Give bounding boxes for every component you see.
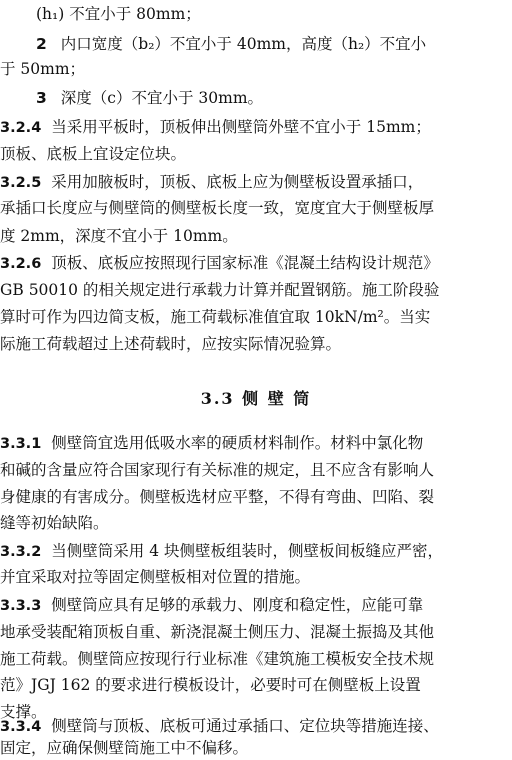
text-line	[0, 59, 85, 79]
clause-number: 3.2.4	[0, 120, 42, 136]
clause-3-2-6	[0, 253, 439, 273]
line-text: 侧壁筒宜选用低吸水率的硬质材料制作。材料中氯化物	[51, 434, 424, 452]
text-line	[0, 513, 109, 533]
clause-number: 3.3.3	[0, 598, 42, 614]
clause-number: 3.2.6	[0, 256, 42, 272]
list-item-3	[36, 88, 263, 108]
text-line	[0, 144, 186, 164]
text-line	[0, 198, 434, 218]
clause-3-2-5	[0, 172, 423, 192]
clause-number: 3.3.1	[0, 436, 42, 452]
line-text: 固定，应确保侧壁筒施工中不偏移。	[0, 739, 249, 757]
clause-3-2-4	[0, 117, 431, 137]
line-text: 范》JGJ 162 的要求进行模板设计，必要时可在侧壁板上设置	[0, 676, 421, 694]
line-text: 顶板、底板应按照现行国家标准《混凝土结构设计规范》	[51, 254, 439, 272]
text-line	[0, 280, 439, 300]
text-line	[36, 4, 201, 24]
text-line	[0, 460, 434, 480]
clause-3-3-1	[0, 433, 423, 453]
text-line	[0, 649, 434, 669]
text-line	[0, 307, 430, 327]
line-text: 算时可作为四边简支板，施工荷载标准值宜取 10kN/m²。当实	[0, 308, 431, 326]
line-text: (h₁) 不宜小于 80mm；	[36, 5, 201, 23]
line-text: 和碱的含量应符合国家现行有关标准的规定，且不应含有影响人	[0, 461, 435, 479]
line-text: 身健康的有害成分。侧壁板选材应平整，不得有弯曲、凹陷、裂	[0, 488, 435, 506]
clause-3-3-3	[0, 595, 423, 615]
line-text: 侧壁筒应具有足够的承载力、刚度和稳定性，应能可靠	[51, 596, 424, 614]
line-text: GB 50010 的相关规定进行承载力计算并配置钢筋。施工阶段验	[0, 281, 440, 299]
clause-number: 3.2.5	[0, 175, 42, 191]
line-text: 当采用平板时，顶板伸出侧壁筒外壁不宜小于 15mm；	[51, 118, 431, 136]
text-line	[0, 334, 341, 354]
line-text: 顶板、底板上宜设定位块。	[0, 145, 187, 163]
line-text: 深度（c）不宜小于 30mm。	[60, 89, 264, 107]
line-text: 缝等初始缺陷。	[0, 514, 109, 532]
line-text: 地承受装配箱顶板自重、新浇混凝土侧压力、混凝土振捣及其他	[0, 623, 435, 641]
line-text: 侧壁筒与顶板、底板可通过承插口、定位块等措施连接、	[51, 717, 439, 735]
clause-number: 3.3.2	[0, 544, 42, 560]
line-text: 度 2mm，深度不宜小于 10mm。	[0, 227, 238, 245]
text-line	[0, 567, 310, 587]
line-text: 并宜采取对拉等固定侧壁板相对位置的措施。	[0, 568, 311, 586]
section-title: 3.3 侧 壁 筒	[200, 389, 312, 408]
line-text: 际施工荷载超过上述荷载时，应按实际情况验算。	[0, 335, 342, 353]
text-line	[0, 738, 248, 758]
line-text: 内口宽度（b₂）不宜小于 40mm，高度（h₂）不宜小	[60, 35, 427, 53]
list-number: 3	[36, 89, 47, 107]
line-text: 于 50mm；	[0, 60, 86, 78]
text-line	[0, 487, 434, 507]
line-text: 支撑。	[0, 703, 47, 721]
list-item-2	[36, 34, 426, 54]
text-line	[0, 675, 421, 695]
clause-3-3-4	[0, 716, 439, 736]
clause-3-3-2	[0, 541, 443, 561]
line-text: 采用加腋板时，顶板、底板上应为侧壁板设置承插口，	[51, 173, 424, 191]
line-text: 施工荷载。侧壁筒应按现行行业标准《建筑施工模板安全技术规	[0, 650, 435, 668]
text-line	[0, 226, 238, 246]
line-text: 当侧壁筒采用 4 块侧壁板组装时，侧壁板间板缝应严密，	[51, 542, 444, 560]
line-text: 承插口长度应与侧壁筒的侧壁板长度一致，宽度宜大于侧壁板厚	[0, 199, 435, 217]
clause-number: 3.3.4	[0, 719, 42, 735]
list-number: 2	[36, 35, 47, 53]
text-line	[0, 622, 434, 642]
